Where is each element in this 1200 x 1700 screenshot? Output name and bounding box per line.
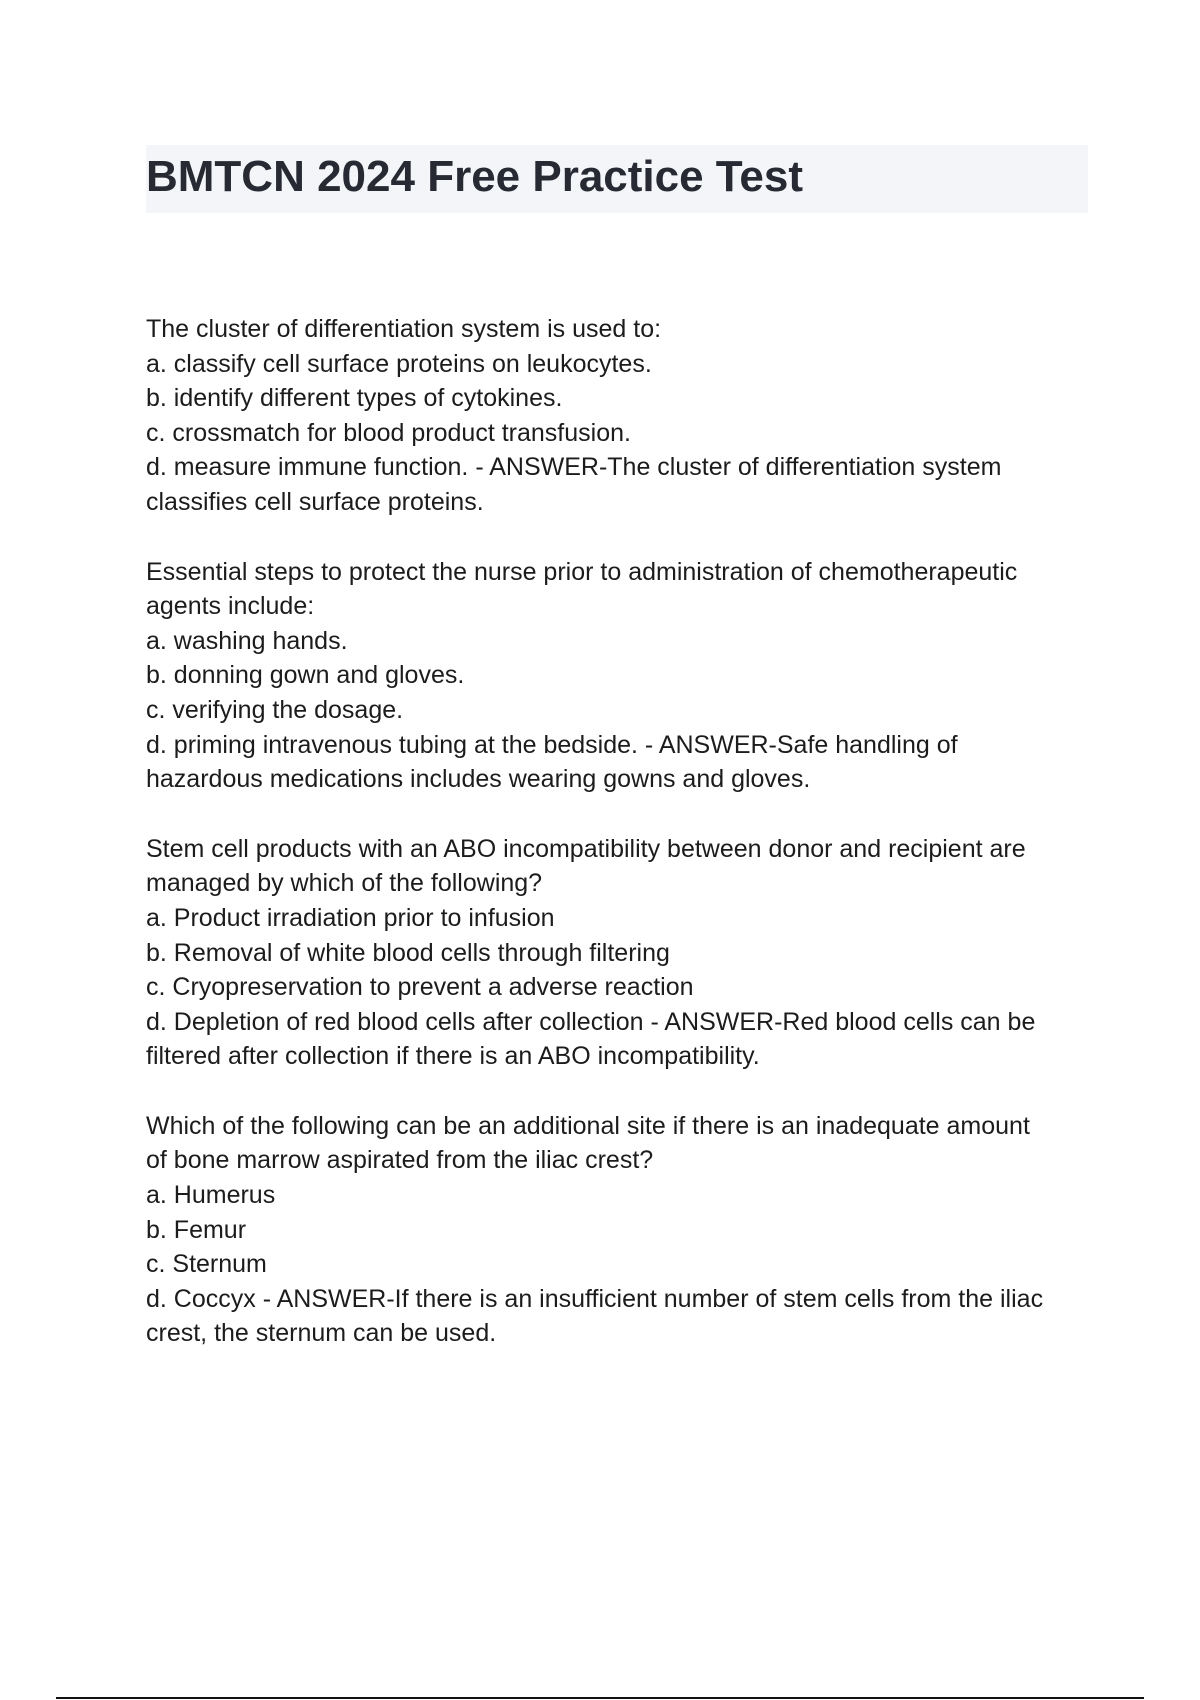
option-line: b. donning gown and gloves.	[146, 661, 465, 690]
option-line: c. crossmatch for blood product transfusion.	[146, 418, 631, 447]
question-line: Stem cell products with an ABO incompatibility between donor and recipient are	[146, 834, 1026, 863]
question-line: agents include:	[146, 592, 315, 621]
question-block-4	[146, 1109, 1096, 1351]
question-line: Essential steps to protect the nurse prior to administration of chemotherapeutic	[146, 557, 1018, 586]
answer-line: crest, the sternum can be used.	[146, 1319, 497, 1348]
option-line: c. Cryopreservation to prevent a adverse reaction	[146, 973, 694, 1002]
question-line: The cluster of differentiation system is used to:	[146, 315, 662, 343]
title-band	[146, 145, 1088, 213]
bottom-divider	[56, 1697, 1144, 1699]
answer-line: d. Coccyx - ANSWER-If there is an insufficient number of stem cells from the iliac	[146, 1284, 1044, 1313]
option-line: b. Removal of white blood cells through filtering	[146, 938, 670, 967]
option-line: a. washing hands.	[146, 626, 348, 655]
option-line: b. Femur	[146, 1215, 247, 1244]
option-line: c. verifying the dosage.	[146, 695, 404, 724]
answer-line: filtered after collection if there is an ABO incompatibility.	[146, 1042, 760, 1071]
answer-line: d. Depletion of red blood cells after collection - ANSWER-Red blood cells can be	[146, 1007, 1036, 1036]
option-line: a. Humerus	[146, 1181, 276, 1210]
question-line: Which of the following can be an additional site if there is an inadequate amount	[146, 1111, 1030, 1140]
option-line: b. identify different types of cytokines.	[146, 384, 563, 413]
option-line: a. classify cell surface proteins on leukocytes.	[146, 349, 652, 378]
question-block-3	[146, 832, 1096, 1074]
question-line: managed by which of the following?	[146, 869, 543, 898]
answer-line: hazardous medications includes wearing gowns and gloves.	[146, 765, 811, 794]
question-block-2	[146, 555, 1096, 797]
answer-line: d. priming intravenous tubing at the bedside. - ANSWER-Safe handling of	[146, 730, 958, 759]
answer-line: classifies cell surface proteins.	[146, 487, 484, 516]
option-line: c. Sternum	[146, 1250, 267, 1279]
answer-line: d. measure immune function. - ANSWER-The cluster of differentiation system	[146, 453, 1002, 482]
question-line: of bone marrow aspirated from the iliac crest?	[146, 1146, 654, 1175]
page-title: BMTCN 2024 Free Practice Test	[146, 152, 804, 201]
question-list	[146, 312, 1096, 1386]
option-line: a. Product irradiation prior to infusion	[146, 903, 555, 932]
question-block-1	[146, 312, 1096, 520]
